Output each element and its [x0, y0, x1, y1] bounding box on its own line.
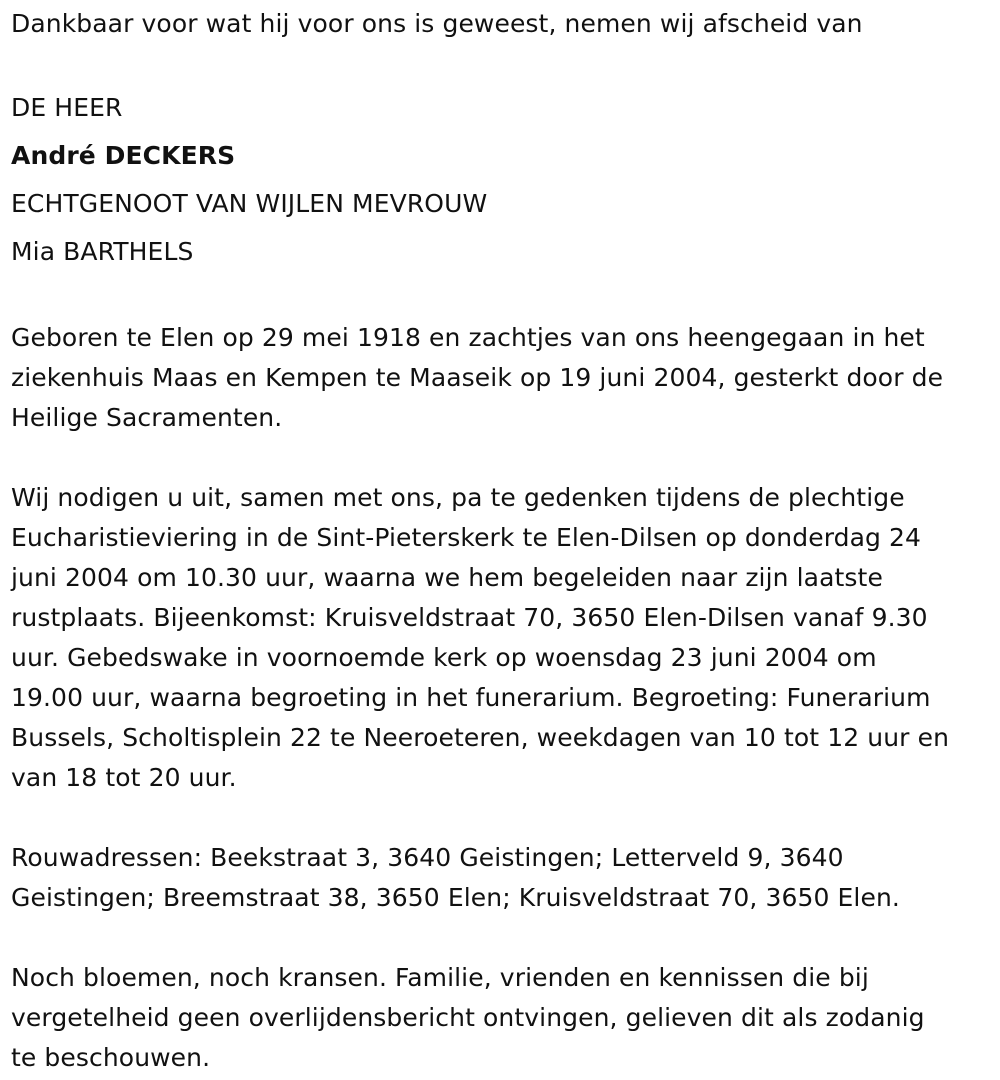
paragraph-line: Rouwadressen: Beekstraat 3, 3640 Geistingen; Letterveld 9, 3640	[11, 843, 844, 872]
paragraph-line: uur. Gebedswake in voornoemde kerk op woensdag 23 juni 2004 om	[11, 643, 877, 672]
paragraph-line: vergetelheid geen overlijdensbericht ontvingen, gelieven dit als zodanig	[11, 1003, 925, 1032]
paragraph-line: Bussels, Scholtisplein 22 te Neeroeteren, weekdagen van 10 tot 12 uur en	[11, 723, 950, 752]
spouse-name: Mia BARTHELS	[11, 237, 194, 266]
obituary-notice	[11, 4, 996, 1078]
honorific-title: DE HEER	[11, 93, 123, 122]
birth-death-paragraph	[11, 318, 996, 438]
deceased-name: André DECKERS	[11, 141, 236, 170]
paragraph-line: Eucharistieviering in de Sint-Pieterskerk te Elen-Dilsen op donderdag 24	[11, 523, 922, 552]
ceremony-paragraph	[11, 478, 996, 798]
paragraph-line: Geistingen; Breemstraat 38, 3650 Elen; Kruisveldstraat 70, 3650 Elen.	[11, 883, 900, 912]
paragraph-line: Heilige Sacramenten.	[11, 403, 283, 432]
paragraph-line: Noch bloemen, noch kransen. Familie, vrienden en kennissen die bij	[11, 963, 869, 992]
addresses-paragraph	[11, 838, 996, 918]
closing-paragraph	[11, 958, 996, 1078]
paragraph-line: Wij nodigen u uit, samen met ons, pa te gedenken tijdens de plechtige	[11, 483, 905, 512]
paragraph-line: Geboren te Elen op 29 mei 1918 en zachtjes van ons heengegaan in het	[11, 323, 925, 352]
spouse-intro: ECHTGENOOT VAN WIJLEN MEVROUW	[11, 189, 488, 218]
paragraph-line: ziekenhuis Maas en Kempen te Maaseik op 19 juni 2004, gesterkt door de	[11, 363, 944, 392]
paragraph-line: van 18 tot 20 uur.	[11, 763, 237, 792]
intro-text: Dankbaar voor wat hij voor ons is geweest, nemen wij afscheid van	[11, 9, 863, 38]
name-block	[11, 84, 996, 276]
paragraph-line: juni 2004 om 10.30 uur, waarna we hem begeleiden naar zijn laatste	[11, 563, 883, 592]
paragraph-line: te beschouwen.	[11, 1043, 211, 1072]
paragraph-line: rustplaats. Bijeenkomst: Kruisveldstraat 70, 3650 Elen-Dilsen vanaf 9.30	[11, 603, 928, 632]
paragraph-line: 19.00 uur, waarna begroeting in het funerarium. Begroeting: Funerarium	[11, 683, 931, 712]
